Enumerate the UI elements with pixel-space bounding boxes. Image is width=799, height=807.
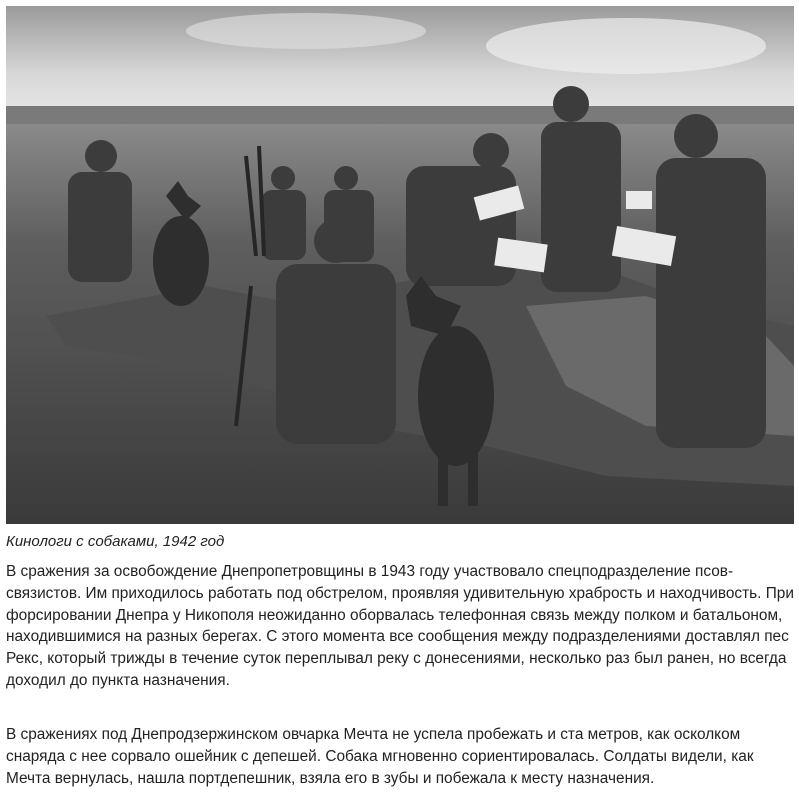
horizon: [6, 106, 794, 126]
photo-illustration: [6, 6, 794, 524]
article-photo: [6, 6, 794, 524]
article-paragraph: В сражениях под Днепродзержинском овчарка Мечта не успела пробежать и ста метров, как осколком снаряда с нее сорвало ошейник с депешей. Собака мгновенно сориентировалась. Солдаты видели, как Мечта вернулась, нашла портдепешник, взяла его в зубы и побежала к месту назначения.: [6, 726, 754, 787]
photo-caption: Кинологи с собаками, 1942 год: [6, 533, 225, 550]
article-paragraph: В сражения за освобождение Днепропетровщины в 1943 году участвовало спецподразделение псов-связистов. Им приходилось работать под обстрелом, проявляя удивительную храбрость и находчивость. При форсировании Днепра у Никополя неожиданно оборвалась телефонная связь между полком и батальоном, находившимися на разных берегах. С этого момента все сообщения между подразделениями доставлял пес Рекс, который трижды в течение суток переплывал реку с донесениями, несколько раз был ранен, но всегда доходил до пункта назначения.: [6, 563, 794, 689]
